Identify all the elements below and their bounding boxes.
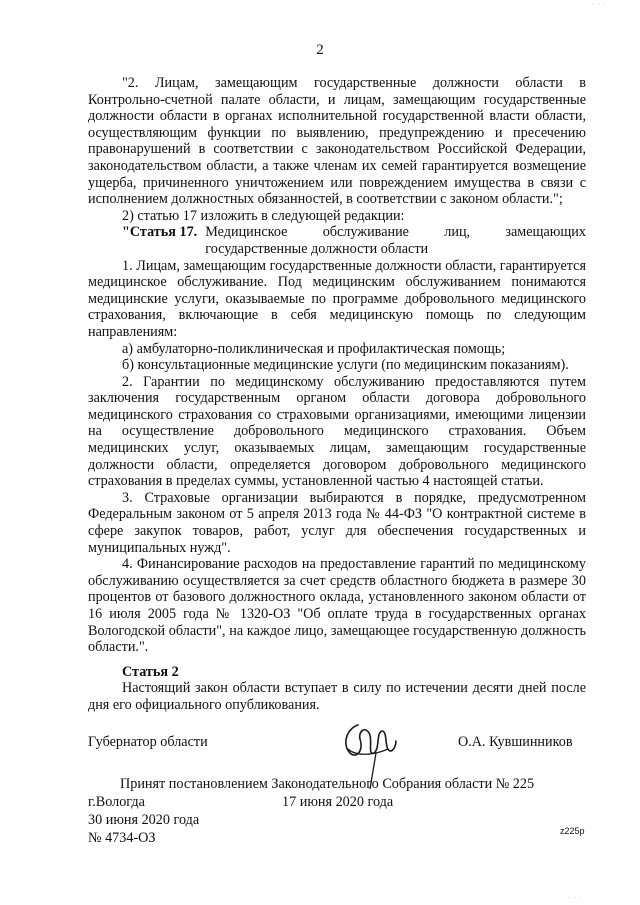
governor-title: Губернатор области (88, 734, 208, 750)
adoption-resolution: Принят постановлением Законодательного Собрания области № 225 (120, 776, 535, 792)
paragraph-insurers: 3. Страховые организации выбираются в порядке, предусмотренном Федеральным законом от 5 апреля 2013 года № 44-ФЗ "О контрактной системе в сфере закупок товаров, работ, услуг для обеспечения государственных и муниципальных нужд". (88, 489, 586, 556)
scan-mark-top: · · · (592, 2, 607, 8)
article17-heading (88, 224, 586, 257)
adoption-date: 17 июня 2020 года (282, 794, 394, 810)
law-number: № 4734-ОЗ (88, 830, 156, 846)
governor-name: О.А. Кувшинников (458, 734, 573, 750)
list-item-b: б) консультационные медицинские услуги (по медицинским показаниям). (122, 357, 569, 374)
paragraph-financing: 4. Финансирование расходов на предоставление гарантий по медицинскому обслуживанию осуществляется за счет средств областного бюджета в размере 30 процентов от базового должностного оклада, установленного законом области от 16 июля 2005 года № 1320-ОЗ "Об оплате труда в государственных органах Вологодской области", на каждое лицо, замещающее государственную должность области.". (88, 556, 586, 656)
paragraph-medical-service: 1. Лицам, замещающим государственные должности области, гарантируется медицинское обслуживание. Под медицинским обслуживанием понимаются медицинские услуги, оказываемые по программе добровольного медицинского страхования, включающие в себя медицинскую помощь по следующим направлениям: (88, 257, 586, 340)
list-item-a: а) амбулаторно-поликлиническая и профилактическая помощь; (122, 340, 506, 357)
paragraph-damage-compensation: "2. Лицам, замещающим государственные должности области в Контрольно-счетной палате области, и лицам, замещающим государственные должности области в органах исполнительной государственной власти области, осуществляющим функции по выявлению, предупреждению и пресечению правонарушений в соответствии с законодательством Российской Федерации, законодательством области, а также членам их семей гарантируется возмещение ущерба, причиненного уничтожением или повреждением имущества в связи с исполнением должностных обязанностей, в соответствии с законом области."; (88, 75, 586, 208)
law-body (88, 75, 586, 714)
paragraph-entry-into-force: Настоящий закон области вступает в силу по истечении десяти дней после дня его официального опубликования. (88, 680, 586, 713)
law-date: 30 июня 2020 года (88, 812, 200, 828)
city: г.Вологда (88, 794, 145, 810)
article2-heading: Статья 2 (122, 663, 179, 680)
document-code: z225р (560, 826, 585, 836)
scan-mark-bottom: · · · (568, 895, 583, 901)
article17-lead: "Статья 17. (122, 224, 198, 241)
paragraph-article17-instruction: 2) статью 17 изложить в следующей редакции: (122, 207, 405, 224)
paragraph-guarantees: 2. Гарантии по медицинскому обслуживанию предоставляются путем заключения государственным органом области договора добровольного медицинского страхования со страховыми организациями, имеющими лицензии на осуществление добровольного медицинского страхования. Объем медицинских услуг, оказываемых лицам, замещающим государственные должности области, определяется договором добровольного медицинского страхования в пределах суммы, установленной частью 4 настоящей статьи. (88, 373, 586, 490)
article17-title: Медицинское обслуживание лиц, замещающих государственные должности области (205, 224, 586, 257)
page-number: 2 (316, 42, 324, 58)
